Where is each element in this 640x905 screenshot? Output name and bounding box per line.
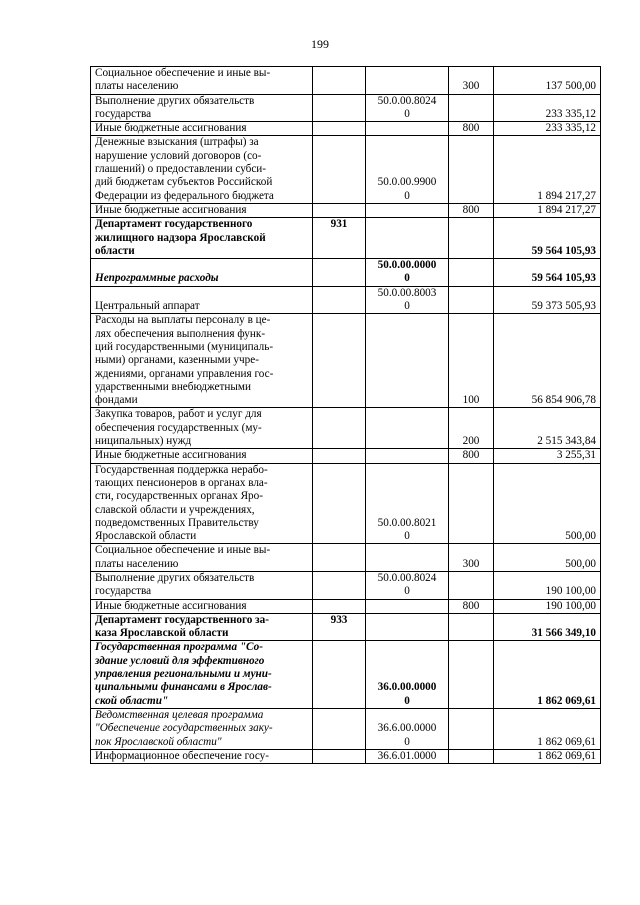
- row-department-code-cell: [313, 599, 366, 613]
- row-target-code-cell: [366, 408, 449, 449]
- table-row: [91, 449, 601, 463]
- row-name-cell: Непрограммные расходы: [91, 259, 313, 287]
- row-target-code-cell: 50.0.00.8003 0: [366, 286, 449, 314]
- row-amount-cell: 190 100,00: [494, 571, 601, 599]
- row-name-cell: Центральный аппарат: [91, 286, 313, 314]
- table-row: [91, 708, 601, 749]
- row-department-code-cell: [313, 641, 366, 708]
- row-department-code-cell: [313, 749, 366, 763]
- row-expense-type-cell: [449, 641, 494, 708]
- page-number: 199: [311, 37, 329, 51]
- table-row: [91, 203, 601, 217]
- table-row: [91, 122, 601, 136]
- row-amount-cell: 1 894 217,27: [494, 136, 601, 203]
- table-row: [91, 463, 601, 544]
- row-expense-type-cell: [449, 571, 494, 599]
- table-row: [91, 408, 601, 449]
- row-target-code-cell: [366, 218, 449, 259]
- row-target-code-cell: 50.0.00.8024 0: [366, 94, 449, 122]
- row-amount-cell: 56 854 906,78: [494, 314, 601, 408]
- table-row: [91, 218, 601, 259]
- row-target-code-cell: [366, 203, 449, 217]
- row-department-code-cell: [313, 708, 366, 749]
- row-target-code-cell: [366, 544, 449, 572]
- row-target-code-cell: [366, 314, 449, 408]
- row-name-cell: Социальное обеспечение и иные вы- платы населению: [91, 544, 313, 572]
- table-row: [91, 286, 601, 314]
- row-department-code-cell: 933: [313, 613, 366, 641]
- row-expense-type-cell: 200: [449, 408, 494, 449]
- row-department-code-cell: [313, 408, 366, 449]
- row-name-cell: Иные бюджетные ассигнования: [91, 122, 313, 136]
- row-expense-type-cell: [449, 463, 494, 544]
- table-row: [91, 259, 601, 287]
- row-expense-type-cell: 800: [449, 203, 494, 217]
- table-row: [91, 314, 601, 408]
- row-amount-cell: 1 862 069,61: [494, 708, 601, 749]
- row-amount-cell: 59 373 505,93: [494, 286, 601, 314]
- row-expense-type-cell: 300: [449, 67, 494, 95]
- row-department-code-cell: [313, 259, 366, 287]
- row-amount-cell: 233 335,12: [494, 94, 601, 122]
- row-expense-type-cell: [449, 749, 494, 763]
- table-row: [91, 571, 601, 599]
- row-amount-cell: 2 515 343,84: [494, 408, 601, 449]
- row-name-cell: Иные бюджетные ассигнования: [91, 203, 313, 217]
- row-expense-type-cell: 800: [449, 122, 494, 136]
- row-name-cell: Ведомственная целевая программа "Обеспечение государственных заку- пок Ярославской области": [91, 708, 313, 749]
- table-row: [91, 94, 601, 122]
- row-name-cell: Социальное обеспечение и иные вы- платы населению: [91, 67, 313, 95]
- row-department-code-cell: 931: [313, 218, 366, 259]
- row-target-code-cell: [366, 613, 449, 641]
- table-row: [91, 67, 601, 95]
- row-name-cell: Иные бюджетные ассигнования: [91, 449, 313, 463]
- row-amount-cell: 233 335,12: [494, 122, 601, 136]
- budget-table: [90, 66, 601, 764]
- row-target-code-cell: [366, 449, 449, 463]
- row-amount-cell: 137 500,00: [494, 67, 601, 95]
- table-row: [91, 641, 601, 708]
- row-department-code-cell: [313, 314, 366, 408]
- row-target-code-cell: 36.6.01.0000: [366, 749, 449, 763]
- row-department-code-cell: [313, 122, 366, 136]
- row-amount-cell: 59 564 105,93: [494, 259, 601, 287]
- row-target-code-cell: 50.0.00.9900 0: [366, 136, 449, 203]
- row-name-cell: Департамент государственного за- каза Ярославской области: [91, 613, 313, 641]
- table-row: [91, 749, 601, 763]
- row-amount-cell: 3 255,31: [494, 449, 601, 463]
- row-expense-type-cell: [449, 94, 494, 122]
- row-name-cell: Иные бюджетные ассигнования: [91, 599, 313, 613]
- row-department-code-cell: [313, 463, 366, 544]
- row-name-cell: Информационное обеспечение госу-: [91, 749, 313, 763]
- row-expense-type-cell: [449, 136, 494, 203]
- table-row: [91, 136, 601, 203]
- row-target-code-cell: 50.0.00.8024 0: [366, 571, 449, 599]
- row-target-code-cell: 50.0.00.8021 0: [366, 463, 449, 544]
- table-row: [91, 599, 601, 613]
- row-department-code-cell: [313, 136, 366, 203]
- row-amount-cell: 1 894 217,27: [494, 203, 601, 217]
- row-target-code-cell: 36.6.00.0000 0: [366, 708, 449, 749]
- row-expense-type-cell: 800: [449, 449, 494, 463]
- table-row: [91, 613, 601, 641]
- row-amount-cell: 500,00: [494, 463, 601, 544]
- row-amount-cell: 31 566 349,10: [494, 613, 601, 641]
- budget-table-body: [91, 67, 601, 764]
- row-name-cell: Денежные взыскания (штрафы) за нарушение условий договоров (со- глашений) о предоставлении субси- дий бюджетам субъектов Российской Федерации из федерального бюджета: [91, 136, 313, 203]
- row-department-code-cell: [313, 203, 366, 217]
- row-department-code-cell: [313, 67, 366, 95]
- row-target-code-cell: [366, 122, 449, 136]
- row-name-cell: Государственная поддержка нерабо- тающих пенсионеров в органах вла- сти, государственных органах Яро- славской области и учреждениях, подведомственных Правительству Ярославской области: [91, 463, 313, 544]
- row-target-code-cell: [366, 67, 449, 95]
- row-expense-type-cell: [449, 613, 494, 641]
- row-name-cell: Выполнение других обязательств государства: [91, 94, 313, 122]
- row-department-code-cell: [313, 544, 366, 572]
- row-name-cell: Государственная программа "Со- здание условий для эффективного управления региональными и муни- ципальными финансами в Ярослав- ской области": [91, 641, 313, 708]
- row-expense-type-cell: 300: [449, 544, 494, 572]
- row-department-code-cell: [313, 94, 366, 122]
- row-amount-cell: 1 862 069,61: [494, 641, 601, 708]
- row-target-code-cell: 50.0.00.0000 0: [366, 259, 449, 287]
- row-department-code-cell: [313, 571, 366, 599]
- row-target-code-cell: 36.0.00.0000 0: [366, 641, 449, 708]
- row-expense-type-cell: [449, 259, 494, 287]
- row-expense-type-cell: 100: [449, 314, 494, 408]
- row-amount-cell: 1 862 069,61: [494, 749, 601, 763]
- row-name-cell: Закупка товаров, работ и услуг для обеспечения государственных (му- ниципальных) нужд: [91, 408, 313, 449]
- row-target-code-cell: [366, 599, 449, 613]
- row-expense-type-cell: [449, 708, 494, 749]
- row-expense-type-cell: 800: [449, 599, 494, 613]
- table-row: [91, 544, 601, 572]
- row-name-cell: Департамент государственного жилищного надзора Ярославской области: [91, 218, 313, 259]
- row-amount-cell: 190 100,00: [494, 599, 601, 613]
- row-name-cell: Выполнение других обязательств государства: [91, 571, 313, 599]
- row-expense-type-cell: [449, 218, 494, 259]
- row-expense-type-cell: [449, 286, 494, 314]
- row-department-code-cell: [313, 286, 366, 314]
- row-name-cell: Расходы на выплаты персоналу в це- лях обеспечения выполнения функ- ций государственными (муниципаль- ными) органами, казенными учре- ждениями, органами управления гос- ударственными внебюджетными фондами: [91, 314, 313, 408]
- row-amount-cell: 59 564 105,93: [494, 218, 601, 259]
- row-amount-cell: 500,00: [494, 544, 601, 572]
- row-department-code-cell: [313, 449, 366, 463]
